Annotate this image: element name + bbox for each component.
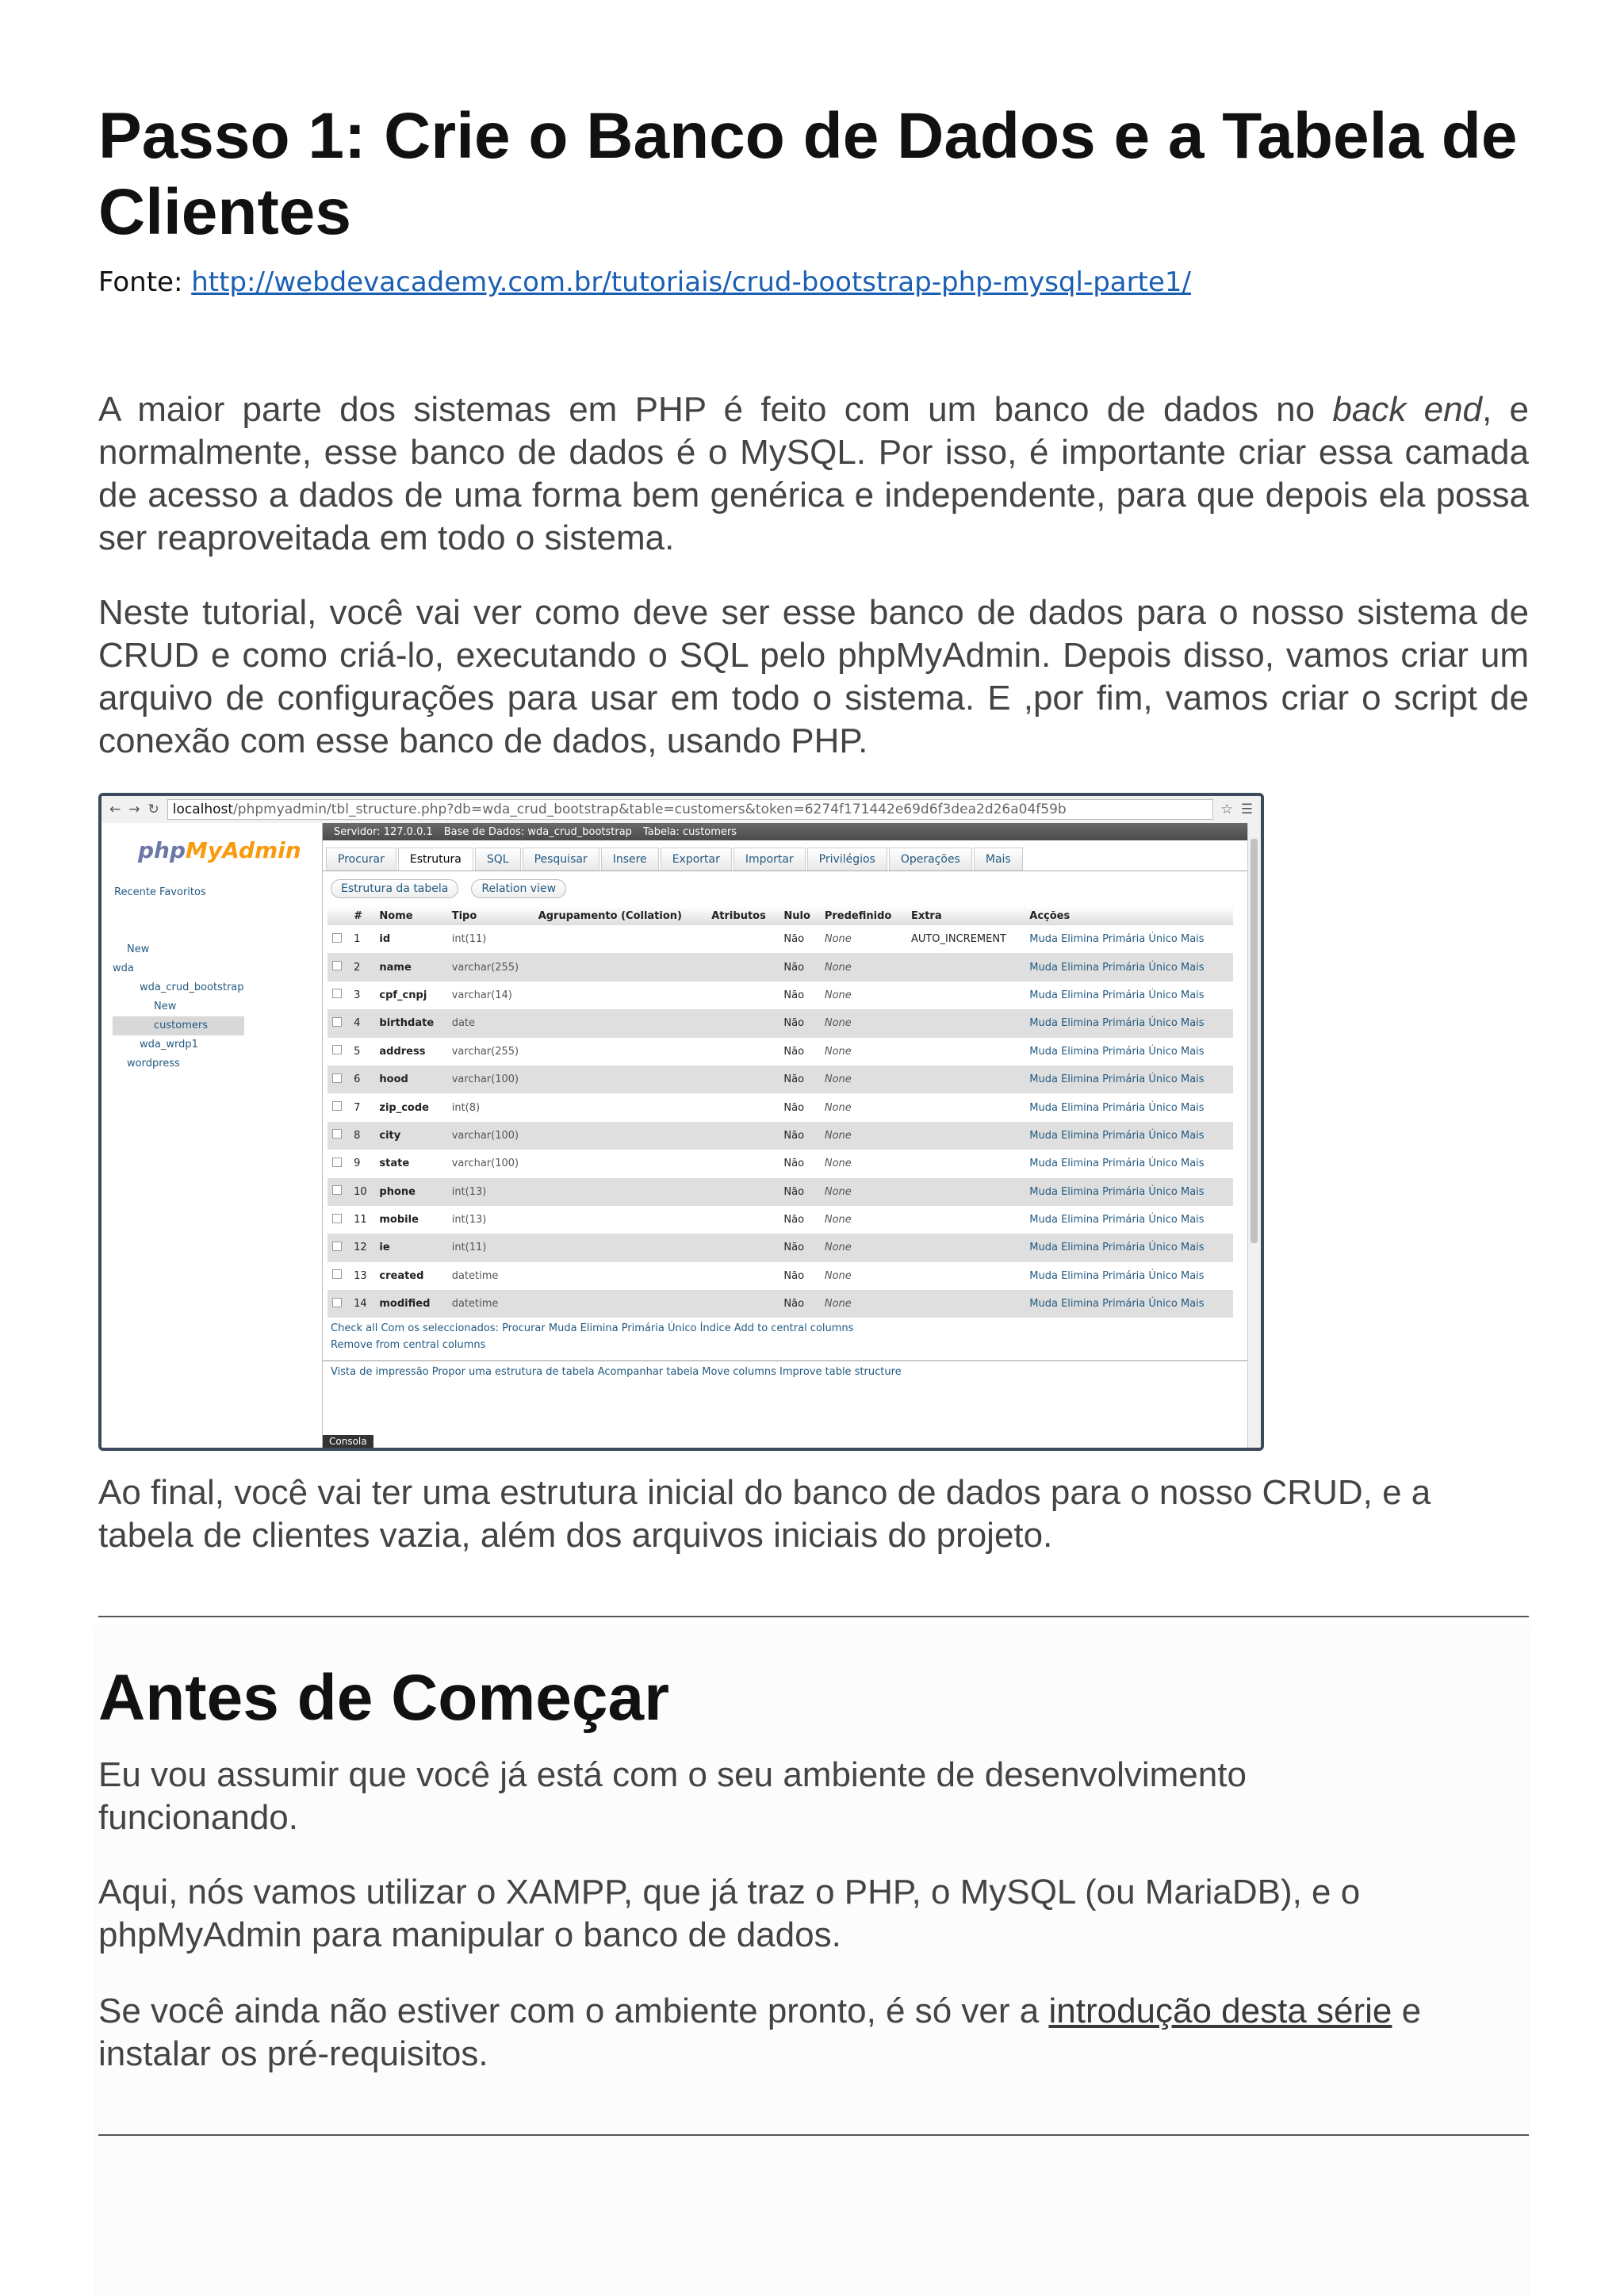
column-collation <box>534 1066 707 1093</box>
table-row[interactable] <box>327 982 1233 1009</box>
column-default: None <box>820 1066 906 1093</box>
column-collation <box>534 1234 707 1261</box>
browser-url-bar <box>102 796 1261 824</box>
row-actions[interactable]: Muda Elimina Primária Único Mais <box>1025 1066 1233 1093</box>
column-default: None <box>820 1009 906 1037</box>
final-paragraph: Ao final, você vai ter uma estrutura inicial do banco de dados para o nosso CRUD, e a tabela de clientes vazia, além dos arquivos iniciais do projeto. <box>98 1473 1431 1555</box>
col-header: Tipo <box>447 906 534 925</box>
tab-estrutura[interactable]: Estrutura <box>398 848 473 871</box>
column-type: int(8) <box>447 1093 534 1121</box>
col-header: Atributos <box>707 906 779 925</box>
subtabs <box>323 871 1248 906</box>
column-attributes <box>707 1234 779 1261</box>
row-actions[interactable]: Muda Elimina Primária Único Mais <box>1025 1093 1233 1121</box>
col-header: Acções <box>1025 906 1233 925</box>
checkbox[interactable] <box>332 961 342 970</box>
row-actions[interactable]: Muda Elimina Primária Único Mais <box>1025 1234 1233 1261</box>
column-null: Não <box>779 1009 819 1037</box>
table-row[interactable] <box>327 1009 1233 1037</box>
column-type: varchar(14) <box>447 982 534 1009</box>
scrollbar[interactable] <box>1247 823 1261 1448</box>
section1-title: Passo 1: Crie o Banco de Dados e a Tabela de Clientes <box>98 100 1518 248</box>
column-collation <box>534 1262 707 1290</box>
row-number: 5 <box>349 1038 374 1066</box>
row-checkbox[interactable] <box>327 1066 349 1093</box>
col-header: Extra <box>906 906 1025 925</box>
row-number: 1 <box>349 925 374 953</box>
pma-tabs <box>323 840 1248 871</box>
prereq-paragraph <box>98 1990 1529 2076</box>
tree-item[interactable]: New <box>127 943 150 955</box>
row-number: 12 <box>349 1234 374 1261</box>
tab-exportar[interactable]: Exportar <box>661 848 732 871</box>
checkbox[interactable] <box>332 1214 342 1223</box>
remove-central[interactable]: Remove from central columns <box>331 1339 486 1352</box>
tree-item[interactable]: New <box>154 1001 177 1012</box>
row-number: 11 <box>349 1206 374 1234</box>
column-default: None <box>820 1038 906 1066</box>
checkbox[interactable] <box>332 1158 342 1167</box>
table-row[interactable] <box>327 1093 1233 1121</box>
row-actions[interactable]: Muda Elimina Primária Único Mais <box>1025 953 1233 981</box>
column-extra <box>906 1093 1025 1121</box>
column-name: state <box>374 1150 446 1177</box>
column-default: None <box>820 1150 906 1177</box>
scroll-thumb[interactable] <box>1251 839 1258 1243</box>
console-tab[interactable]: Consola <box>323 1435 373 1448</box>
subtab-estrutura-tabela[interactable]: Estrutura da tabela <box>331 879 458 898</box>
row-actions[interactable]: Muda Elimina Primária Único Mais <box>1025 1038 1233 1066</box>
row-checkbox[interactable] <box>327 1262 349 1290</box>
tutorial-paragraph: Neste tutorial, você vai ver como deve ser esse banco de dados para o nosso sistema de CRUD e como criá-lo, executando o SQL pelo phpMyAdmin. Depois disso, vamos criar um arquivo de configurações para usar em todo o sistema. E ,por fim, vamos criar o script de conexão com esse banco de dados, usando PHP. <box>98 593 1529 760</box>
tree-item[interactable]: wda_crud_bootstrap <box>140 982 244 993</box>
column-null: Não <box>779 982 819 1009</box>
column-extra <box>906 953 1025 981</box>
column-collation <box>534 1290 707 1318</box>
row-checkbox[interactable] <box>327 982 349 1009</box>
checkbox[interactable] <box>332 1073 342 1083</box>
row-number: 3 <box>349 982 374 1009</box>
column-extra <box>906 982 1025 1009</box>
star-icon[interactable]: ☆ <box>1220 802 1233 817</box>
intro-paragraph <box>98 388 1529 560</box>
column-default: None <box>820 982 906 1009</box>
column-null: Não <box>779 1206 819 1234</box>
crumb-table[interactable]: Tabela: customers <box>642 825 737 838</box>
column-type: varchar(100) <box>447 1066 534 1093</box>
source-link[interactable]: http://webdevacademy.com.br/tutoriais/crud-bootstrap-php-mysql-parte1/ <box>191 266 1191 298</box>
table-row[interactable] <box>327 1150 1233 1177</box>
column-attributes <box>707 925 779 953</box>
column-attributes <box>707 1066 779 1093</box>
table-row[interactable] <box>327 1290 1233 1318</box>
col-header: Agrupamento (Collation) <box>534 906 707 925</box>
row-actions[interactable]: Muda Elimina Primária Único Mais <box>1025 1150 1233 1177</box>
tab-operacoes[interactable]: Operações <box>889 848 972 871</box>
url-host: localhost <box>172 802 234 817</box>
column-extra <box>906 1290 1025 1318</box>
table-row[interactable] <box>327 953 1233 981</box>
col-checkbox <box>327 906 349 925</box>
structure-rows <box>327 925 1233 1318</box>
column-null: Não <box>779 1066 819 1093</box>
row-number: 4 <box>349 1009 374 1037</box>
row-number: 13 <box>349 1262 374 1290</box>
column-attributes <box>707 1009 779 1037</box>
column-extra <box>906 1009 1025 1037</box>
column-type: int(13) <box>447 1178 534 1206</box>
tab-mais[interactable]: Mais <box>974 848 1023 871</box>
column-type: int(13) <box>447 1206 534 1234</box>
column-name: created <box>374 1262 446 1290</box>
column-collation <box>534 1038 707 1066</box>
checkbox[interactable] <box>332 1017 342 1027</box>
column-name: cpf_cnpj <box>374 982 446 1009</box>
column-type: int(11) <box>447 925 534 953</box>
menu-icon[interactable]: ☰ <box>1240 802 1253 817</box>
column-name: zip_code <box>374 1093 446 1121</box>
phpmyadmin-screenshot <box>98 793 1264 1451</box>
column-collation <box>534 1150 707 1177</box>
row-checkbox[interactable] <box>327 1290 349 1318</box>
row-actions[interactable]: Muda Elimina Primária Único Mais <box>1025 1178 1233 1206</box>
row-actions[interactable]: Muda Elimina Primária Único Mais <box>1025 1290 1233 1318</box>
table-row[interactable] <box>327 1122 1233 1150</box>
row-number: 6 <box>349 1066 374 1093</box>
row-checkbox[interactable] <box>327 1038 349 1066</box>
row-number: 10 <box>349 1178 374 1206</box>
table-row[interactable] <box>327 1038 1233 1066</box>
column-default: None <box>820 1122 906 1150</box>
column-default: None <box>820 925 906 953</box>
table-row[interactable] <box>327 1178 1233 1206</box>
row-checkbox[interactable] <box>327 1093 349 1121</box>
row-checkbox[interactable] <box>327 1206 349 1234</box>
column-collation <box>534 982 707 1009</box>
row-actions[interactable]: Muda Elimina Primária Único Mais <box>1025 925 1233 953</box>
column-collation <box>534 925 707 953</box>
column-collation <box>534 1178 707 1206</box>
col-header: Predefinido <box>820 906 906 925</box>
sidebar-links[interactable]: Recente Favoritos <box>114 886 206 898</box>
crumb-database[interactable]: Base de Dados: wda_crud_bootstrap <box>443 825 632 838</box>
col-header: # <box>349 906 374 925</box>
column-extra <box>906 1206 1025 1234</box>
row-actions[interactable]: Muda Elimina Primária Único Mais <box>1025 1262 1233 1290</box>
table-row[interactable] <box>327 1066 1233 1093</box>
column-type: datetime <box>447 1262 534 1290</box>
column-default: None <box>820 953 906 981</box>
forward-icon[interactable]: → <box>128 802 140 817</box>
column-default: None <box>820 1206 906 1234</box>
tree-item[interactable]: wordpress <box>127 1058 180 1070</box>
pma-sidebar <box>102 823 323 1448</box>
column-extra <box>906 1066 1025 1093</box>
column-collation <box>534 1206 707 1234</box>
tab-procurar[interactable]: Procurar <box>326 848 396 871</box>
pma-logo <box>138 837 301 863</box>
row-checkbox[interactable] <box>327 1150 349 1177</box>
column-name: phone <box>374 1178 446 1206</box>
column-null: Não <box>779 1093 819 1121</box>
row-actions[interactable]: Muda Elimina Primária Único Mais <box>1025 1206 1233 1234</box>
column-attributes <box>707 1206 779 1234</box>
tab-importar[interactable]: Importar <box>733 848 806 871</box>
column-attributes <box>707 1038 779 1066</box>
checkbox[interactable] <box>332 989 342 998</box>
column-attributes <box>707 1178 779 1206</box>
address-input[interactable] <box>167 799 1213 820</box>
column-extra <box>906 1178 1025 1206</box>
checkbox[interactable] <box>332 1298 342 1307</box>
checkbox[interactable] <box>332 1101 342 1111</box>
row-checkbox[interactable] <box>327 1122 349 1150</box>
logo-php: php <box>138 837 186 863</box>
row-checkbox[interactable] <box>327 1234 349 1261</box>
column-null: Não <box>779 1234 819 1261</box>
column-null: Não <box>779 1178 819 1206</box>
column-name: modified <box>374 1290 446 1318</box>
row-number: 14 <box>349 1290 374 1318</box>
env-paragraph: Eu vou assumir que você já está com o seu ambiente de desenvolvimento funcionando. <box>98 1755 1247 1837</box>
column-default: None <box>820 1262 906 1290</box>
row-checkbox[interactable] <box>327 1009 349 1037</box>
column-null: Não <box>779 1290 819 1318</box>
back-icon[interactable]: ← <box>109 802 121 817</box>
source-line <box>98 266 1191 298</box>
table-row[interactable] <box>327 1234 1233 1261</box>
column-null: Não <box>779 925 819 953</box>
intro-text-b: , e normalmente, esse banco de dados é o MySQL. Por isso, é importante criar essa camada de acesso a dados de uma forma bem genérica e independente, para que depois ela possa ser reaproveitada em todo o sistema. <box>98 390 1529 557</box>
column-null: Não <box>779 953 819 981</box>
column-attributes <box>707 953 779 981</box>
column-default: None <box>820 1234 906 1261</box>
checkbox[interactable] <box>332 1269 342 1279</box>
xampp-paragraph: Aqui, nós vamos utilizar o XAMPP, que já traz o PHP, o MySQL (ou MariaDB), e o phpMyAdmin para manipular o banco de dados. <box>98 1873 1361 1954</box>
db-tree <box>113 940 244 1073</box>
column-type: date <box>447 1009 534 1037</box>
row-checkbox[interactable] <box>327 953 349 981</box>
tab-pesquisar[interactable]: Pesquisar <box>523 848 599 871</box>
row-actions[interactable]: Muda Elimina Primária Único Mais <box>1025 982 1233 1009</box>
structure-table <box>327 906 1233 1318</box>
logo-admin: MyAdmin <box>186 837 301 863</box>
tab-insere[interactable]: Insere <box>601 848 659 871</box>
column-type: datetime <box>447 1290 534 1318</box>
prereq-text-a: Se você ainda não estiver com o ambiente pronto, é só ver a <box>98 1992 1049 2030</box>
column-type: varchar(100) <box>447 1150 534 1177</box>
divider <box>98 1616 1529 1617</box>
intro-text-a: A maior parte dos sistemas em PHP é feito com um banco de dados no <box>98 390 1333 429</box>
column-collation <box>534 953 707 981</box>
tree-item[interactable]: customers <box>113 1016 244 1035</box>
intro-emphasis: back end <box>1332 390 1483 429</box>
table-row[interactable] <box>327 925 1233 953</box>
checkbox[interactable] <box>332 1242 342 1251</box>
column-name: name <box>374 953 446 981</box>
column-null: Não <box>779 1262 819 1290</box>
column-extra: AUTO_INCREMENT <box>906 925 1025 953</box>
column-name: id <box>374 925 446 953</box>
column-default: None <box>820 1093 906 1121</box>
checkbox[interactable] <box>332 1129 342 1138</box>
column-null: Não <box>779 1038 819 1066</box>
column-name: city <box>374 1122 446 1150</box>
column-default: None <box>820 1178 906 1206</box>
tab-sql[interactable]: SQL <box>475 848 521 871</box>
col-header: Nome <box>374 906 446 925</box>
divider <box>98 2134 1529 2136</box>
column-name: mobile <box>374 1206 446 1234</box>
checkbox[interactable] <box>332 1185 342 1195</box>
column-collation <box>534 1009 707 1037</box>
column-name: hood <box>374 1066 446 1093</box>
bulk-actions[interactable]: Check all Com os seleccionados: Procurar Muda Elimina Primária Único Índice Add to central columns <box>331 1322 854 1335</box>
tree-item[interactable]: wda_wrdp1 <box>140 1039 198 1050</box>
column-collation <box>534 1122 707 1150</box>
column-attributes <box>707 1290 779 1318</box>
pma-main <box>323 823 1248 1448</box>
checkbox[interactable] <box>332 933 342 943</box>
table-row[interactable] <box>327 1206 1233 1234</box>
tab-privilegios[interactable]: Privilégios <box>807 848 887 871</box>
row-number: 9 <box>349 1150 374 1177</box>
series-intro-link[interactable]: introdução desta série <box>1048 1992 1392 2030</box>
row-checkbox[interactable] <box>327 925 349 953</box>
column-type: varchar(255) <box>447 1038 534 1066</box>
tree-item[interactable]: wda <box>113 962 134 974</box>
row-number: 2 <box>349 953 374 981</box>
section2-title: Antes de Começar <box>98 1662 670 1734</box>
row-actions[interactable]: Muda Elimina Primária Único Mais <box>1025 1009 1233 1037</box>
footer-links[interactable]: Vista de impressão Propor uma estrutura de tabela Acompanhar tabela Move columns Improve table structure <box>323 1360 1248 1383</box>
column-extra <box>906 1262 1025 1290</box>
column-extra <box>906 1038 1025 1066</box>
url-path: /phpmyadmin/tbl_structure.php?db=wda_crud_bootstrap&table=customers&token=6274f171442e69d6f3dea2d26a04f59b <box>233 802 1067 817</box>
header-row <box>327 906 1233 925</box>
column-null: Não <box>779 1122 819 1150</box>
column-attributes <box>707 1122 779 1150</box>
column-type: int(11) <box>447 1234 534 1261</box>
row-actions[interactable]: Muda Elimina Primária Único Mais <box>1025 1122 1233 1150</box>
column-extra <box>906 1234 1025 1261</box>
row-checkbox[interactable] <box>327 1178 349 1206</box>
column-extra <box>906 1150 1025 1177</box>
column-attributes <box>707 1262 779 1290</box>
column-attributes <box>707 1093 779 1121</box>
column-attributes <box>707 982 779 1009</box>
source-label: Fonte: <box>98 266 192 298</box>
column-collation <box>534 1093 707 1121</box>
reload-icon[interactable]: ↻ <box>147 802 159 817</box>
column-default: None <box>820 1290 906 1318</box>
crumb-server[interactable]: Servidor: 127.0.0.1 <box>334 825 433 838</box>
col-header: Nulo <box>779 906 819 925</box>
column-type: varchar(100) <box>447 1122 534 1150</box>
column-type: varchar(255) <box>447 953 534 981</box>
row-number: 7 <box>349 1093 374 1121</box>
column-null: Não <box>779 1150 819 1177</box>
breadcrumb <box>323 823 1248 840</box>
prereq-text-b: e instalar os pré-requisitos. <box>98 1992 1422 2073</box>
checkbox[interactable] <box>332 1045 342 1054</box>
column-name: ie <box>374 1234 446 1261</box>
column-name: address <box>374 1038 446 1066</box>
row-number: 8 <box>349 1122 374 1150</box>
subtab-relation-view[interactable]: Relation view <box>471 879 566 898</box>
table-row[interactable] <box>327 1262 1233 1290</box>
column-name: birthdate <box>374 1009 446 1037</box>
column-extra <box>906 1122 1025 1150</box>
column-attributes <box>707 1150 779 1177</box>
